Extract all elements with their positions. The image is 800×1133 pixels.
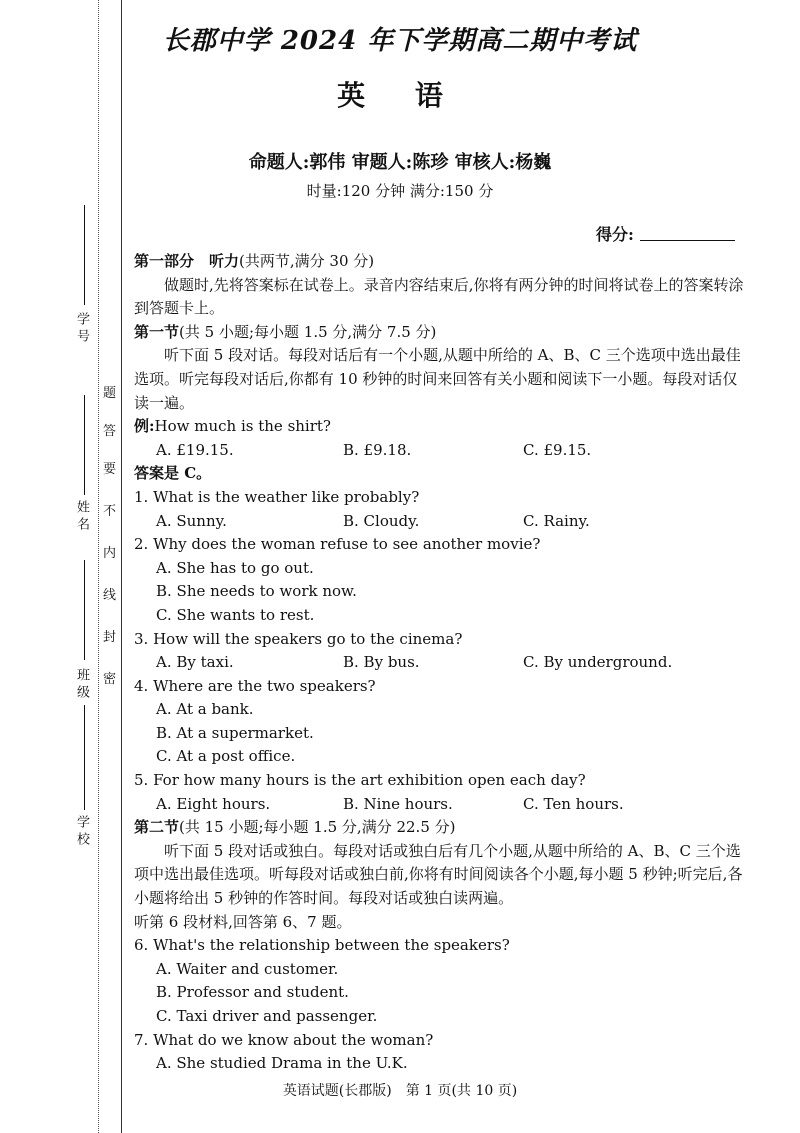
- seal-char: 线: [103, 588, 117, 603]
- section2-intro: 听下面 5 段对话或独白。每段对话或独白后有几个小题,从题中所给的 A、B、C 三个选项中选出最佳选项。听每段对话或独白前,你将有时间阅读各个小题,每小题 5 秒钟;听完后,各小题将给出 5 秒钟的作答时间。每段对话或独白读两遍。: [134, 841, 743, 908]
- option-c[interactable]: C. Rainy.: [523, 511, 590, 530]
- class-label: 班 级: [74, 668, 89, 699]
- option-b[interactable]: B. Cloudy.: [343, 511, 420, 530]
- option-b[interactable]: B. She needs to work now.: [156, 582, 357, 601]
- example-question: 例:How much is the shirt?: [134, 417, 331, 436]
- section2-heading: 第二节(共 15 小题;每小题 1.5 分,满分 22.5 分): [134, 818, 456, 837]
- question-5: 5. For how many hours is the art exhibition open each day?: [134, 771, 586, 790]
- option-a[interactable]: A. Waiter and customer.: [156, 959, 339, 978]
- option-c[interactable]: C. At a post office.: [156, 747, 296, 766]
- option-b[interactable]: B. By bus.: [343, 653, 420, 672]
- option-a[interactable]: A. She has to go out.: [156, 558, 314, 577]
- class-field[interactable]: [84, 560, 85, 660]
- subject-title: 英 语: [337, 79, 463, 112]
- option-a[interactable]: A. She studied Drama in the U.K.: [156, 1054, 408, 1073]
- seal-char: 封: [103, 630, 117, 645]
- seal-char: 答: [103, 424, 117, 439]
- question-6: 6. What's the relationship between the speakers?: [134, 936, 510, 955]
- material-6-instruction: 听第 6 段材料,回答第 6、7 题。: [134, 912, 352, 931]
- question-5-options: [134, 793, 744, 817]
- authors-line: 命题人:郭伟 审题人:陈珍 审核人:杨巍: [248, 152, 552, 173]
- part1-heading: 第一部分 听力(共两节,满分 30 分): [134, 252, 375, 270]
- question-4: 4. Where are the two speakers?: [134, 676, 376, 695]
- name-label: 姓 名: [74, 500, 89, 531]
- option-c: C. £9.15.: [523, 440, 592, 459]
- section1-intro: 听下面 5 段对话。每段对话后有一个小题,从题中所给的 A、B、C 三个选项中选出最佳选项。听完每段对话后,你都有 10 秒钟的时间来回答有关小题和阅读下一小题。每段对话仅读一遍。: [134, 346, 741, 412]
- question-1-options: [134, 510, 744, 534]
- option-a[interactable]: A. Eight hours.: [156, 794, 271, 813]
- page-footer: 英语试题(长郡版) 第 1 页(共 10 页): [282, 1083, 518, 1099]
- question-3: 3. How will the speakers go to the cinema?: [134, 629, 463, 648]
- option-a[interactable]: A. By taxi.: [156, 653, 234, 672]
- option-c[interactable]: C. She wants to rest.: [156, 605, 315, 624]
- exam-content: [134, 250, 744, 1076]
- question-3-options: [134, 651, 744, 675]
- option-a: A. £19.15.: [156, 440, 234, 459]
- part1-intro: 做题时,先将答案标在试卷上。录音内容结束后,你将有两分钟的时间将试卷上的答案转涂到答题卡上。: [134, 275, 744, 318]
- school-field[interactable]: [84, 705, 85, 810]
- option-c[interactable]: C. Taxi driver and passenger.: [156, 1007, 378, 1025]
- student-id-field[interactable]: [84, 205, 85, 305]
- option-b[interactable]: B. At a supermarket.: [156, 723, 314, 742]
- option-b: B. £9.18.: [343, 440, 412, 459]
- example-answer: 答案是 C。: [134, 464, 212, 483]
- score-label: 得分:: [596, 225, 634, 244]
- score-field[interactable]: [640, 240, 735, 241]
- question-7: 7. What do we know about the woman?: [134, 1030, 434, 1049]
- section1-heading: 第一节(共 5 小题;每小题 1.5 分,满分 7.5 分): [134, 322, 437, 341]
- question-1: 1. What is the weather like probably?: [134, 487, 420, 506]
- school-label: 学 校: [74, 815, 89, 846]
- seal-char: 内: [103, 546, 117, 561]
- option-b[interactable]: B. Nine hours.: [343, 794, 453, 813]
- question-2: 2. Why does the woman refuse to see another movie?: [134, 535, 541, 554]
- option-c[interactable]: C. Ten hours.: [523, 794, 624, 813]
- seal-char: 不: [103, 504, 117, 519]
- seal-char: 密: [103, 672, 117, 687]
- option-a[interactable]: A. At a bank.: [156, 700, 254, 719]
- seal-char: 要: [103, 462, 117, 477]
- option-c[interactable]: C. By underground.: [523, 653, 673, 672]
- seal-char: 题: [103, 386, 117, 401]
- timing-line: 时量:120 分钟 满分:150 分: [306, 182, 494, 200]
- student-id-label: 学 号: [74, 312, 89, 343]
- option-b[interactable]: B. Professor and student.: [156, 983, 349, 1002]
- exam-title: 长郡中学 2024 年下学期高二期中考试: [162, 26, 638, 56]
- option-a[interactable]: A. Sunny.: [156, 511, 227, 530]
- name-field[interactable]: [84, 395, 85, 495]
- example-options: [134, 439, 744, 463]
